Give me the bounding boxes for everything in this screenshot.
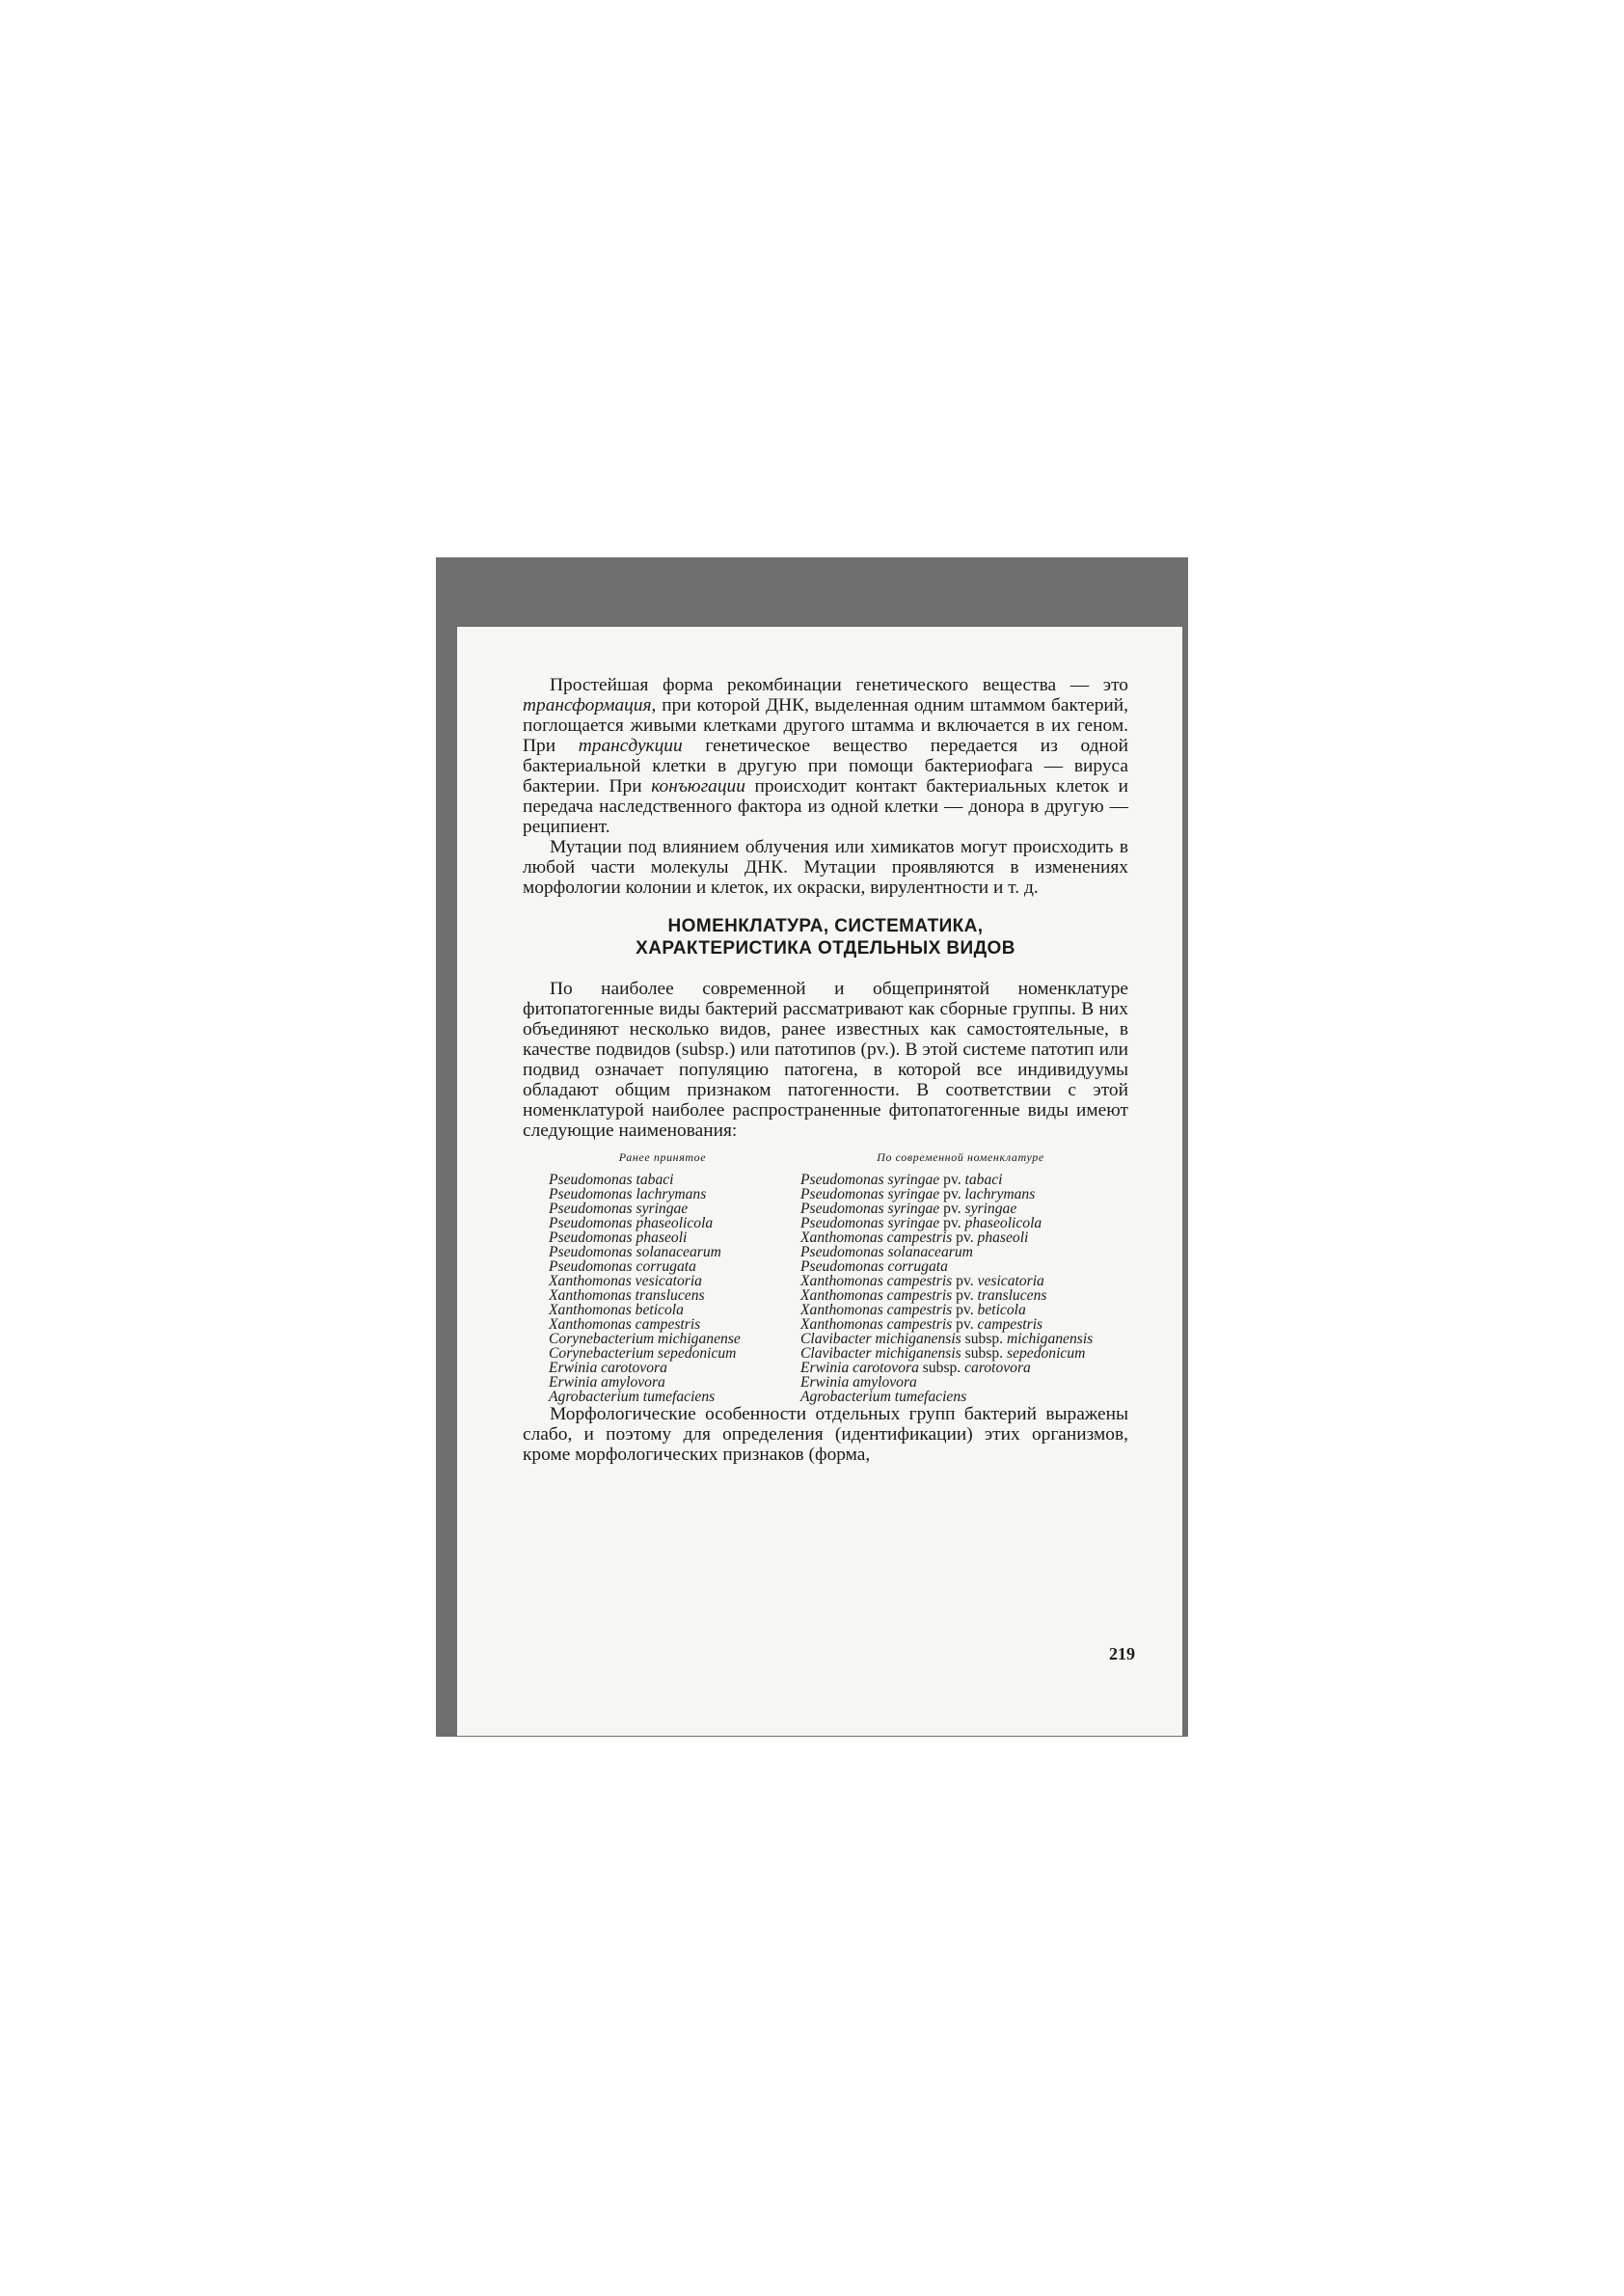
new-name-cell (800, 1274, 1128, 1288)
term-conjugation: конъюгации (651, 776, 745, 797)
new-name-genus-species: Xanthomonas campestris (800, 1273, 953, 1289)
new-name-epithet: translucens (977, 1287, 1047, 1304)
new-name-genus-species: Clavibacter michiganensis (800, 1345, 961, 1362)
paragraph-text: , при которой ДНК, выделенная одним штаммом бактерий, поглощается живыми клетками другого штамма и включается в их геном. При (523, 695, 1128, 756)
new-name-cell (800, 1288, 1128, 1303)
new-name-rank: pv. (956, 1316, 974, 1333)
new-name-genus-species: Pseudomonas corrugata (800, 1258, 948, 1275)
new-name-epithet: syringae (964, 1201, 1017, 1217)
old-name-cell: Erwinia carotovora (549, 1360, 667, 1376)
new-name-cell (800, 1390, 1128, 1404)
new-name-cell (800, 1332, 1128, 1346)
new-name-rank: subsp. (964, 1345, 1004, 1362)
new-name-cell (800, 1346, 1128, 1361)
new-name-epithet: michiganensis (1007, 1331, 1094, 1347)
old-name-cell: Xanthomonas beticola (549, 1302, 684, 1318)
new-name-rank: pv. (956, 1302, 974, 1318)
new-name-genus-species: Pseudomonas syringae (800, 1201, 940, 1217)
old-name-cell: Pseudomonas phaseolicola (549, 1215, 714, 1231)
table-row (523, 1390, 1128, 1404)
paragraph-morphology: Морфологические особенности отдельных групп бактерий выражены слабо, и поэтому для определения (идентификации) этих организмов, кроме морфологических признаков (форма, (523, 1404, 1128, 1465)
nomenclature-table (523, 1150, 1128, 1404)
table-row (523, 1259, 1128, 1274)
new-name-rank: pv. (956, 1273, 974, 1289)
old-name-cell: Pseudomonas tabaci (549, 1172, 674, 1188)
new-name-rank: subsp. (922, 1360, 961, 1376)
table-row (523, 1317, 1128, 1332)
new-name-epithet: tabaci (964, 1172, 1003, 1188)
heading-line-2: ХАРАКТЕРИСТИКА ОТДЕЛЬНЫХ ВИДОВ (636, 938, 1015, 959)
new-name-rank: pv. (943, 1186, 961, 1202)
new-name-cell (800, 1202, 1128, 1216)
old-name-cell: Pseudomonas corrugata (549, 1258, 696, 1275)
new-name-genus-species: Clavibacter michiganensis (800, 1331, 961, 1347)
table-row (523, 1202, 1128, 1216)
old-name-cell: Pseudomonas lachrymans (549, 1186, 707, 1202)
new-name-rank: pv. (943, 1172, 961, 1188)
table-row (523, 1332, 1128, 1346)
page-text (523, 675, 1128, 1465)
new-name-genus-species: Xanthomonas campestris (800, 1302, 953, 1318)
column-header-new: По современной номенклатуре (877, 1150, 1044, 1164)
new-name-genus-species: Agrobacterium tumefaciens (800, 1389, 967, 1405)
new-name-cell (800, 1187, 1128, 1202)
table-row (523, 1245, 1128, 1259)
new-name-epithet: phaseolicola (964, 1215, 1042, 1231)
new-name-genus-species: Erwinia carotovora (800, 1360, 919, 1376)
new-name-epithet: carotovora (964, 1360, 1031, 1376)
table-row (523, 1361, 1128, 1375)
new-name-epithet: campestris (977, 1316, 1043, 1333)
new-name-genus-species: Pseudomonas syringae (800, 1186, 940, 1202)
new-name-rank: pv. (943, 1201, 961, 1217)
new-name-genus-species: Pseudomonas syringae (800, 1215, 940, 1231)
new-name-rank: subsp. (964, 1331, 1004, 1347)
new-name-genus-species: Xanthomonas campestris (800, 1229, 953, 1246)
table-row (523, 1187, 1128, 1202)
old-name-cell: Xanthomonas translucens (549, 1287, 705, 1304)
new-name-genus-species: Xanthomonas campestris (800, 1316, 953, 1333)
old-name-cell: Pseudomonas syringae (549, 1201, 689, 1217)
old-name-cell: Xanthomonas vesicatoria (549, 1273, 702, 1289)
table-body (523, 1173, 1128, 1404)
table-row (523, 1288, 1128, 1303)
section-heading (523, 915, 1128, 959)
new-name-cell (800, 1259, 1128, 1274)
table-row (523, 1375, 1128, 1390)
new-name-epithet: lachrymans (964, 1186, 1036, 1202)
new-name-rank: pv. (956, 1287, 974, 1304)
paragraph-text: Простейшая форма рекомбинации генетического вещества — это (550, 675, 1128, 695)
new-name-cell (800, 1317, 1128, 1332)
table-row (523, 1230, 1128, 1245)
new-name-genus-species: Erwinia amylovora (800, 1374, 917, 1391)
new-name-epithet: sepedonicum (1007, 1345, 1086, 1362)
table-row (523, 1346, 1128, 1361)
new-name-rank: pv. (956, 1229, 974, 1246)
new-name-cell (800, 1245, 1128, 1259)
new-name-genus-species: Pseudomonas solanacearum (800, 1244, 973, 1260)
new-name-epithet: phaseoli (977, 1229, 1029, 1246)
new-name-genus-species: Xanthomonas campestris (800, 1287, 953, 1304)
table-row (523, 1216, 1128, 1230)
old-name-cell: Pseudomonas phaseoli (549, 1229, 688, 1246)
old-name-cell: Corynebacterium sepedonicum (549, 1345, 737, 1362)
term-transformation: трансформация (523, 695, 652, 716)
new-name-cell (800, 1230, 1128, 1245)
new-name-epithet: vesicatoria (977, 1273, 1044, 1289)
table-header (523, 1150, 1128, 1165)
old-name-cell: Erwinia amylovora (549, 1374, 665, 1391)
table-row (523, 1173, 1128, 1187)
new-name-cell (800, 1173, 1128, 1187)
old-name-cell: Pseudomonas solanacearum (549, 1244, 721, 1260)
old-name-cell: Corynebacterium michiganense (549, 1331, 741, 1347)
heading-line-1: НОМЕНКЛАТУРА, СИСТЕМАТИКА, (667, 916, 984, 936)
table-row (523, 1274, 1128, 1288)
old-name-cell: Xanthomonas campestris (549, 1316, 701, 1333)
paragraph-recombination (523, 675, 1128, 837)
old-name-cell: Agrobacterium tumefaciens (549, 1389, 716, 1405)
new-name-cell (800, 1375, 1128, 1390)
term-transduction: трансдукции (578, 736, 683, 756)
new-name-cell (800, 1361, 1128, 1375)
page-number: 219 (1109, 1644, 1135, 1663)
table-row (523, 1303, 1128, 1317)
new-name-cell (800, 1303, 1128, 1317)
new-name-cell (800, 1216, 1128, 1230)
paragraph-nomenclature: По наиболее современной и общепринятой номенклатуре фитопатогенные виды бактерий рассматривают как сборные группы. В них объединяют несколько видов, ранее известных как самостоятельные, в качестве подвидов (subsp.) или патотипов (pv.). В этой системе патотип или подвид означает популяцию патогена, в которой все индивидуумы обладают общим признаком патогенности. В соответствии с этой номенклатурой наиболее распространенные фитопатогенные виды имеют следующие наименования: (523, 979, 1128, 1141)
paragraph-text: происходит контакт бактериальных клеток и передача наследственного фактора из одной клетки — донора в другую — реципиент. (523, 776, 1129, 837)
new-name-genus-species: Pseudomonas syringae (800, 1172, 940, 1188)
column-header-old: Ранее принятое (618, 1150, 707, 1164)
paragraph-text: генетическое вещество передается из одной бактериальной клетки в другую при помощи бактериофага — вируса бактерии. При (523, 736, 1128, 797)
new-name-rank: pv. (943, 1215, 961, 1231)
new-name-epithet: beticola (977, 1302, 1026, 1318)
paragraph-mutations: Мутации под влиянием облучения или химикатов могут происходить в любой части молекулы ДНК. Мутации проявляются в изменениях морфологии колонии и клеток, их окраски, вирулентности и т. д. (523, 837, 1128, 898)
